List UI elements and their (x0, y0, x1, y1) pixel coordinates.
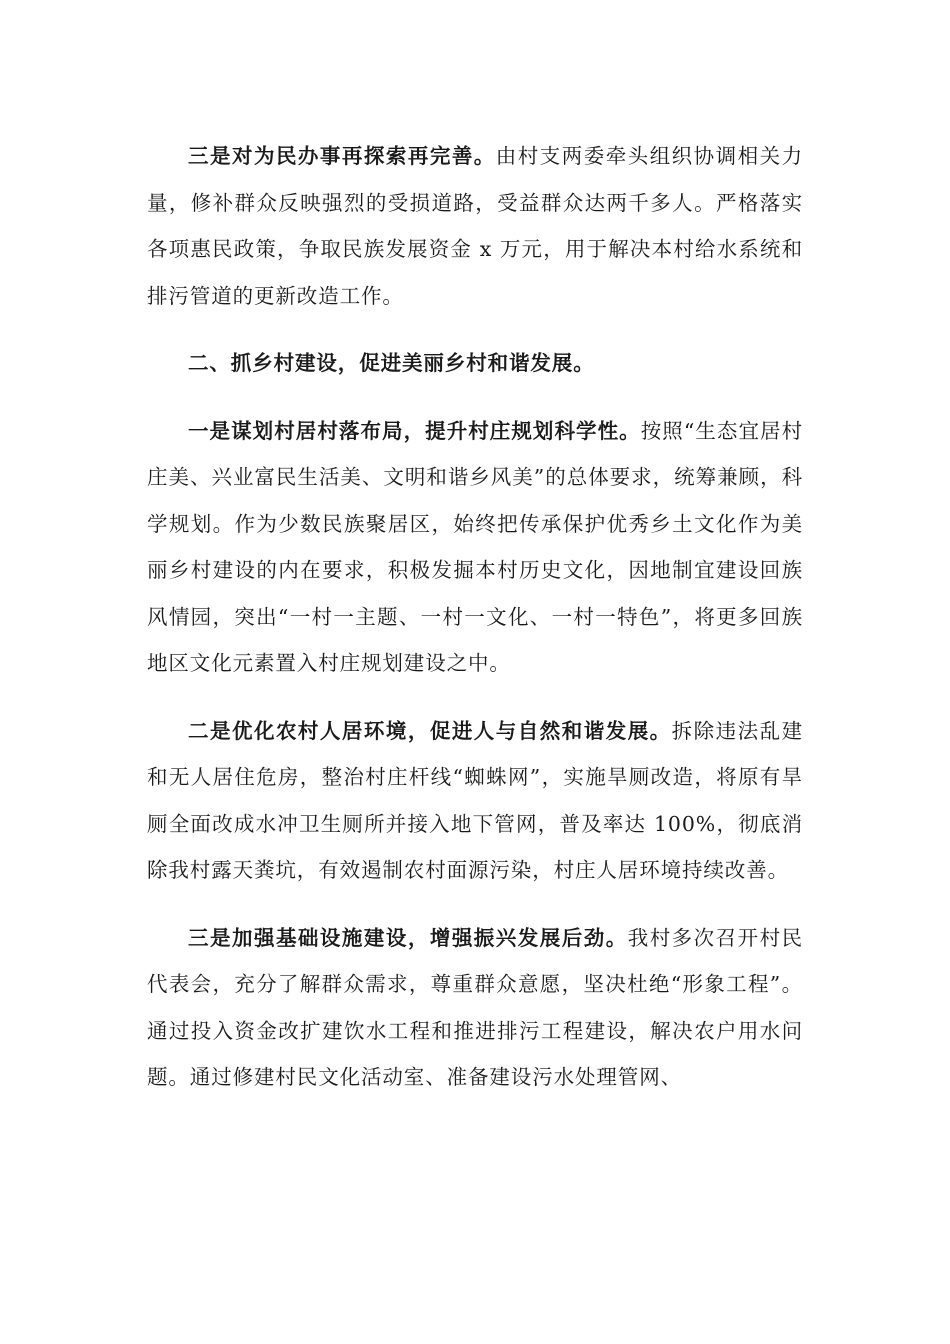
paragraph-lead: 三是加强基础设施建设，增强振兴发展后劲。 (188, 925, 628, 950)
paragraph-infrastructure (147, 915, 803, 1101)
paragraph-lead: 一是谋划村居村落布局，提升村庄规划科学性。 (188, 418, 641, 443)
paragraph-lead: 三是对为民办事再探索再完善。 (188, 144, 496, 168)
section-heading: 二、抓乡村建设，促进美丽乡村和谐发展。 (188, 351, 595, 375)
paragraph-lead: 二是优化农村人居环境，促进人与自然和谐发展。 (188, 718, 672, 743)
paragraph-service-improvement (147, 133, 803, 319)
paragraph-living-environment (147, 708, 803, 894)
document-page (147, 133, 803, 1101)
paragraph-village-layout (147, 408, 803, 687)
paragraph-body: 按照“生态宜居村庄美、兴业富民生活美、文明和谐乡风美”的总体要求，统筹兼顾，科学规划。作为少数民族聚居区，始终把传承保护优秀乡土文化作为美丽乡村建设的内在要求，积极发掘本村历史文化，因地制宜建设回族风情园，突出“一村一主题、一村一文化、一村一特色”，将更多回族地区文化元素置入村庄规划建设之中。 (147, 418, 804, 675)
paragraph-body: 由村支两委牵头组织协调相关力量，修补群众反映强烈的受损道路，受益群众达两千多人。严格落实各项惠民政策，争取民族发展资金 x 万元，用于解决本村给水系统和排污管道的更新改造工作。 (147, 144, 803, 308)
paragraph-body: 我村多次召开村民代表会，充分了解群众需求，尊重群众意愿，坚决杜绝“形象工程”。通过投入资金改扩建饮水工程和推进排污工程建设，解决农户用水问题。通过修建村民文化活动室、准备建设污水处理管网、 (147, 925, 803, 1089)
paragraph-body: 拆除违法乱建和无人居住危房，整治村庄杆线“蜘蛛网”，实施旱厕改造，将原有旱厕全面改成水冲卫生厕所并接入地下管网，普及率达 100%，彻底消除我村露天粪坑，有效遏制农村面源污染，村庄人居环境持续改善。 (147, 718, 803, 882)
